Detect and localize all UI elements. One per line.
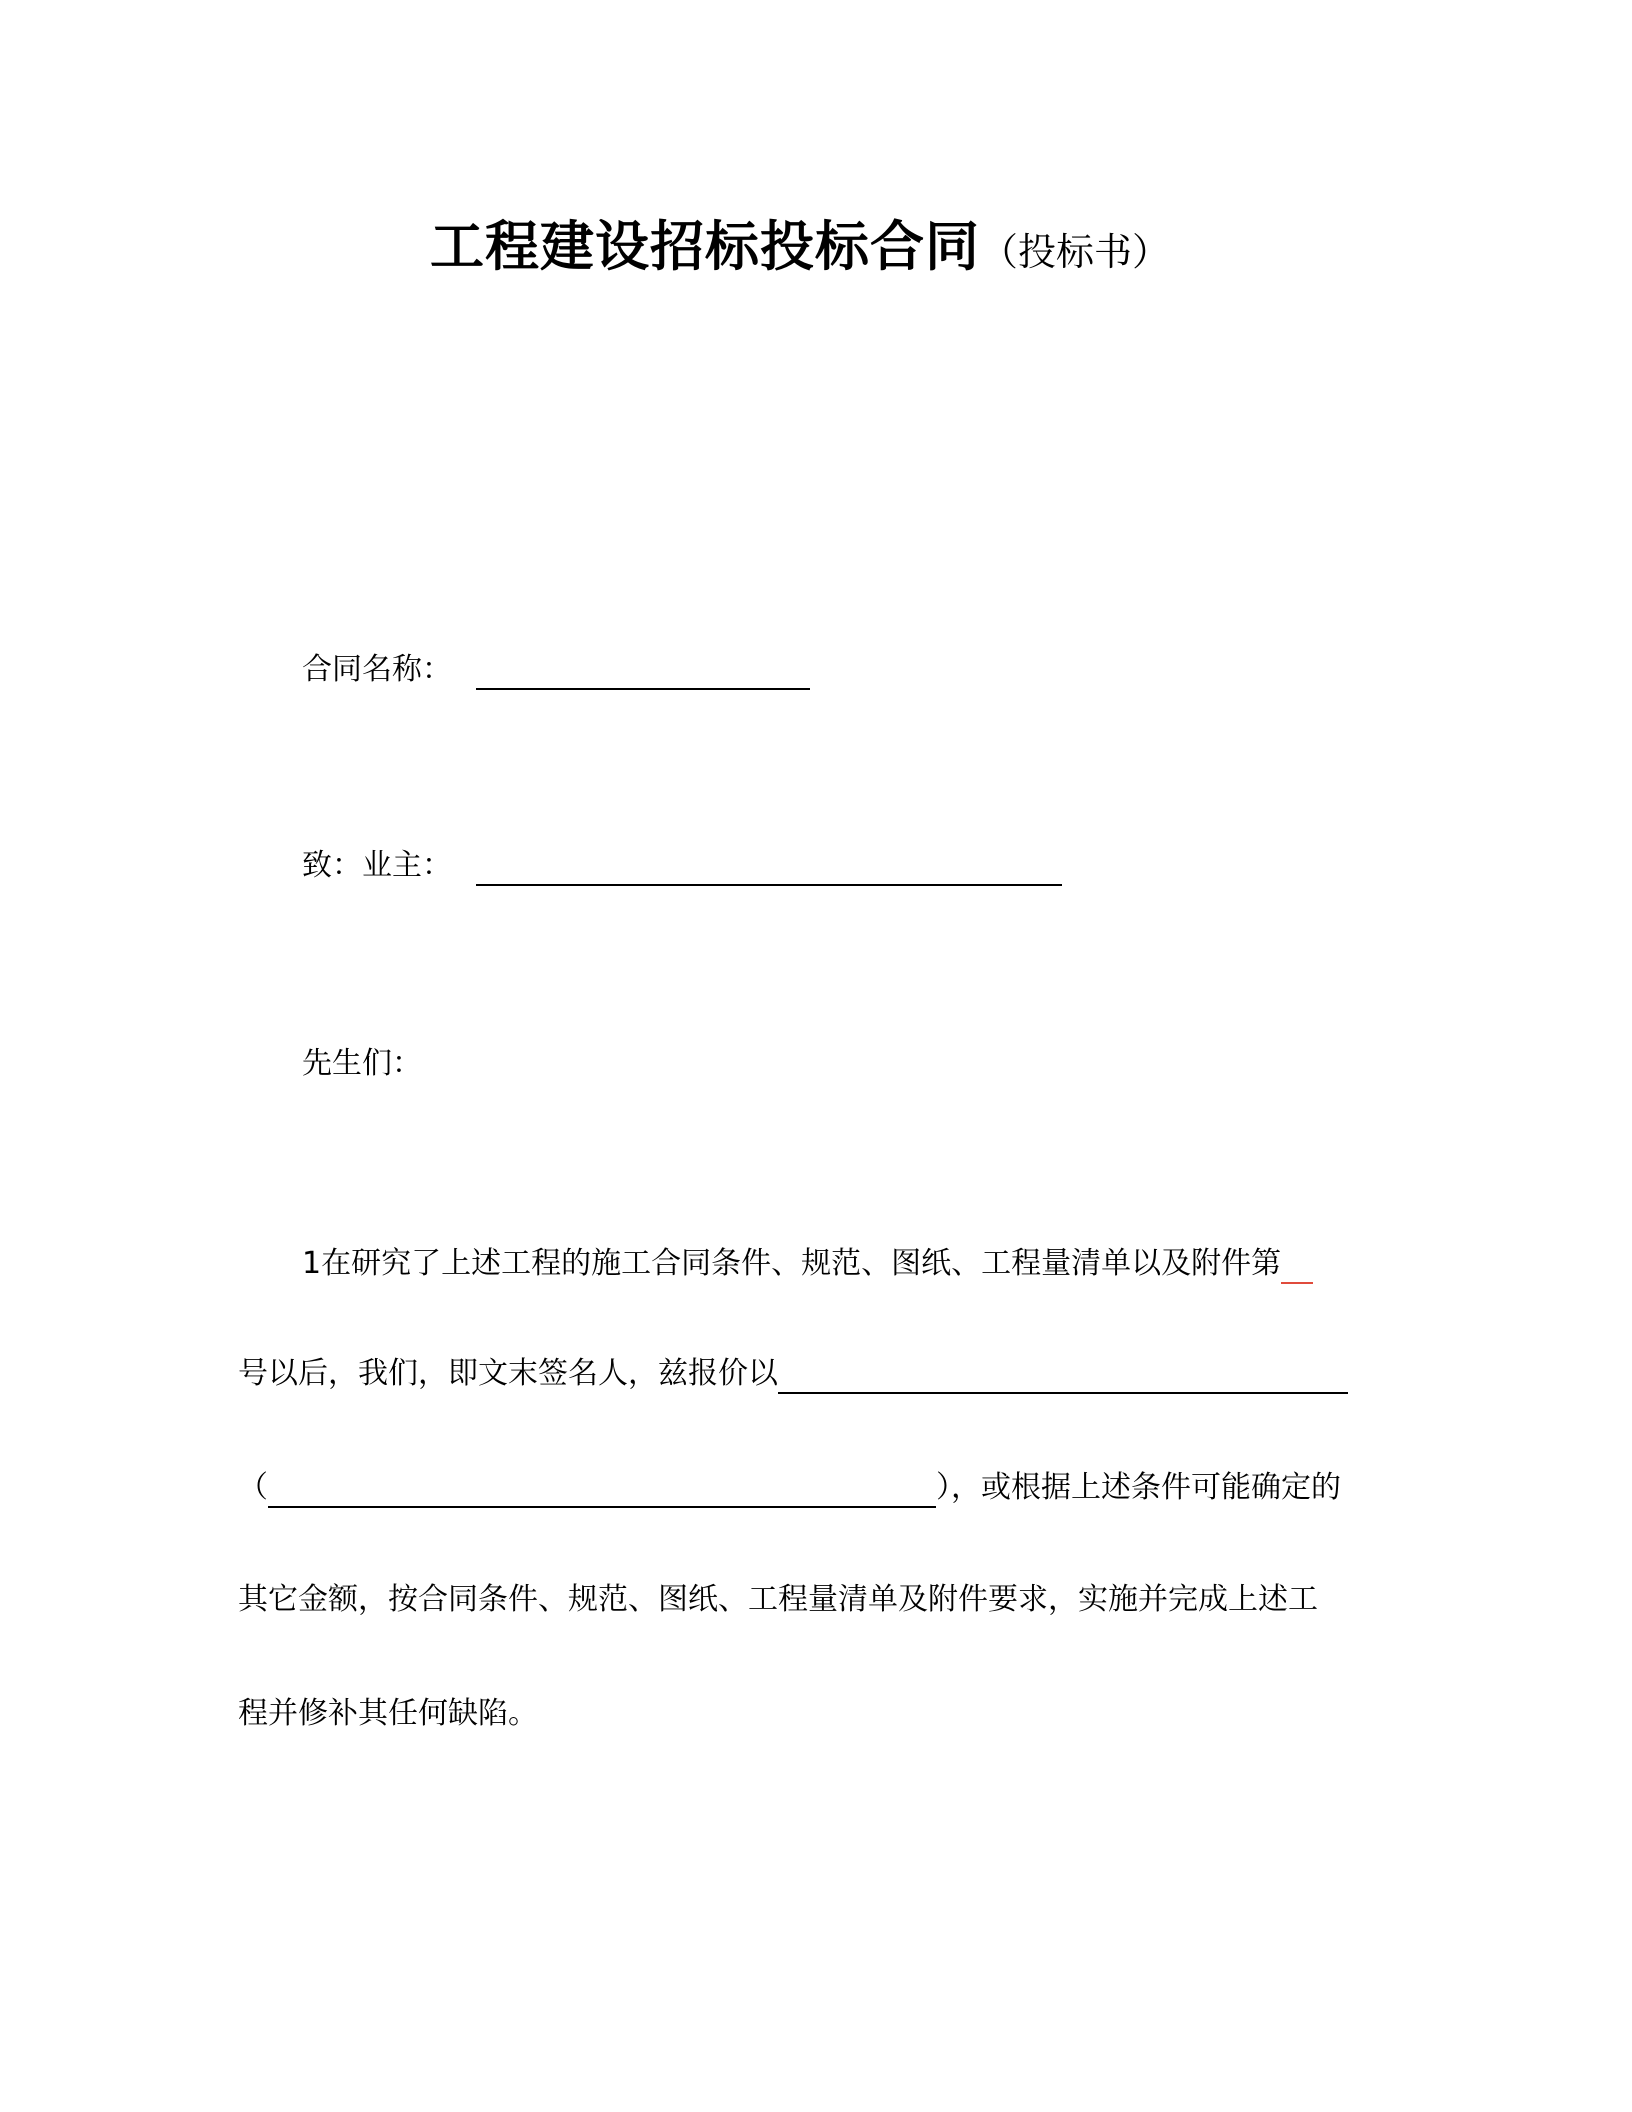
attachment-number-blank[interactable] <box>1281 1252 1313 1284</box>
to-owner-row <box>302 846 1062 886</box>
paragraph-1-line-3 <box>238 1468 1341 1508</box>
p1-line3-open: （ <box>238 1470 268 1505</box>
paragraph-1-line-1 <box>302 1244 1313 1284</box>
salutation: 先生们： <box>302 1046 422 1081</box>
bid-amount-words-blank[interactable] <box>268 1476 936 1508</box>
title-sub: （投标书） <box>980 230 1171 274</box>
owner-name-blank[interactable] <box>476 854 1062 886</box>
p1-line3-close: ），或根据上述条件可能确定的 <box>936 1470 1341 1505</box>
contract-name-row <box>302 650 810 690</box>
bid-amount-blank[interactable] <box>778 1362 1348 1394</box>
paragraph-1-line-2 <box>238 1354 1348 1394</box>
contract-name-blank[interactable] <box>476 658 810 690</box>
document-title <box>430 204 1170 281</box>
contract-name-label: 合同名称： <box>302 652 452 687</box>
title-main: 工程建设招标投标合同 <box>430 215 980 278</box>
paragraph-1-line-5: 程并修补其任何缺陷。 <box>238 1696 538 1731</box>
paragraph-1-line-4: 其它金额，按合同条件、规范、图纸、工程量清单及附件要求，实施并完成上述工 <box>238 1582 1318 1617</box>
p1-line1-text: 1在研究了上述工程的施工合同条件、规范、图纸、工程量清单以及附件第 <box>302 1246 1282 1281</box>
to-owner-label: 致：业主： <box>302 848 452 883</box>
p1-line2-text: 号以后，我们，即文末签名人，兹报价以 <box>238 1356 778 1391</box>
